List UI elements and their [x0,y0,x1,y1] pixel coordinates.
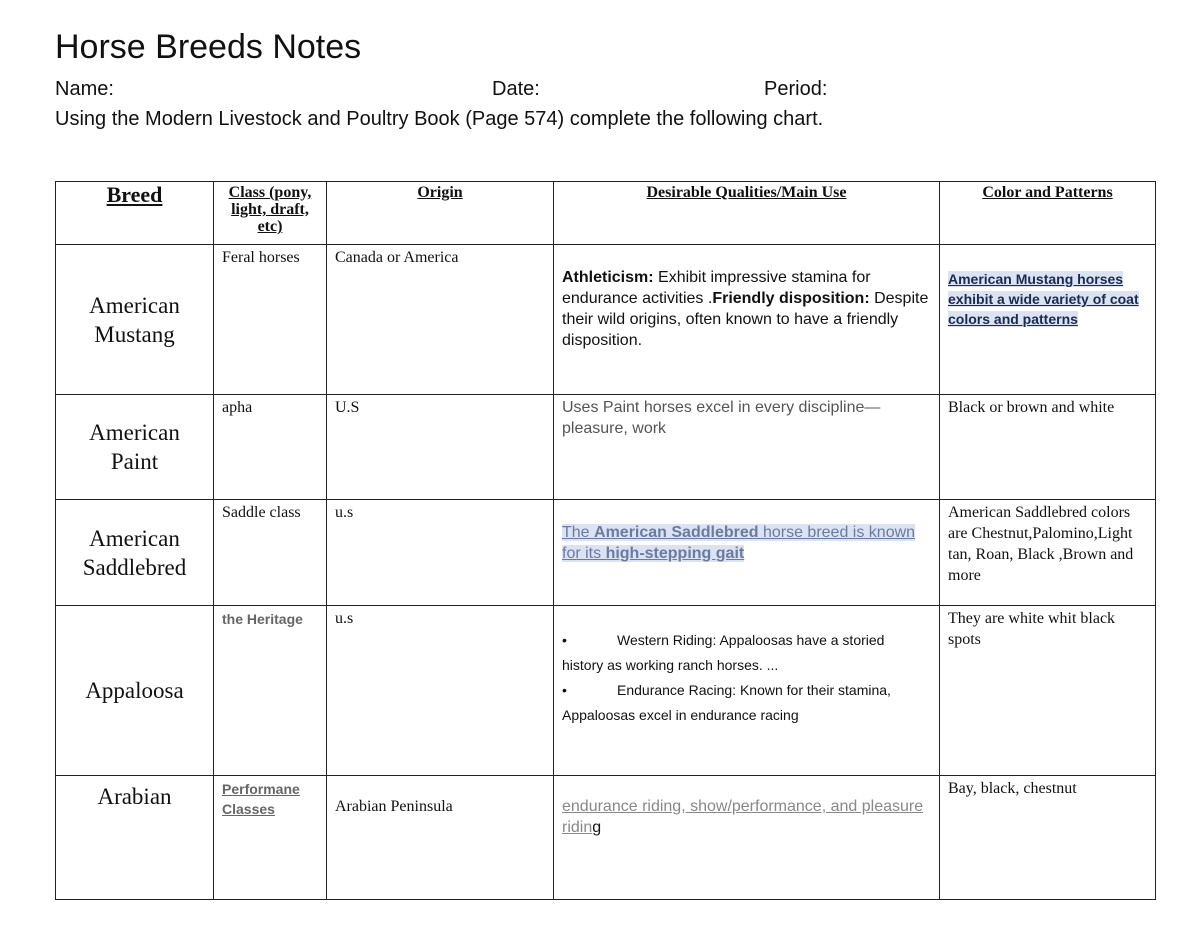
breed-name-line1: American [89,420,180,445]
qualities-cell [554,245,940,395]
col-header-qualities: Desirable Qualities/Main Use [554,182,940,245]
qualities-cell [554,606,940,776]
quality-term: Athleticism: [562,269,654,286]
class-cell: Saddle class [214,500,327,606]
qualities-link[interactable]: endurance riding, show/performance, and pleasure ridin [562,798,924,836]
breed-cell [56,606,214,776]
list-item [562,678,931,703]
qualities-cell [554,776,940,900]
table-row [56,500,1156,606]
breed-cell [56,245,214,395]
class-link[interactable]: Classes [222,801,275,817]
breed-name-line1: Arabian [97,784,172,809]
origin-cell: U.S [327,395,554,500]
breed-name-line2: Mustang [94,321,175,347]
colors-cell: They are white whit black spots [940,606,1156,776]
qualities-cell: Uses Paint horses excel in every discipline—pleasure, work [554,395,940,500]
quality-term: Friendly disposition: [712,290,870,307]
list-item-tail: history as working ranch horses. ... [562,657,779,673]
colors-link[interactable]: American Mustang horses exhibit a wide variety of coat colors and patterns [948,271,1139,327]
col-header-class [214,182,327,245]
table-row [56,395,1156,500]
col-header-class-line2: light, draft, [231,201,309,218]
class-cell: the Heritage [214,606,327,776]
table-row [56,606,1156,776]
breed-name-line2: Paint [110,449,159,474]
table-row [56,776,1156,900]
quality-text: g [592,819,602,836]
origin-cell: Arabian Peninsula [327,776,554,900]
colors-cell: American Saddlebred colors are Chestnut,Palomino,Light tan, Roan, Black ,Brown and more [940,500,1156,606]
breed-cell [56,776,214,900]
class-cell: Feral horses [214,245,327,395]
col-header-class-line1: Class (pony, [228,184,312,201]
bullet-icon: • [562,682,567,698]
colors-cell [940,245,1156,395]
breed-cell [56,500,214,606]
instructions: Using the Modern Livestock and Poultry Book (Page 574) complete the following chart. [55,108,824,130]
quality-term: high-stepping gait [605,545,745,562]
breed-name-line1: American [89,292,180,318]
qualities-cell [554,500,940,606]
list-item [562,628,931,653]
date-label: Date: [492,78,540,100]
list-item-tail: Appaloosas excel in endurance racing [562,707,799,723]
class-cell [214,776,327,900]
quality-text: The [562,524,595,541]
origin-cell: u.s [327,500,554,606]
qualities-link[interactable] [562,524,915,562]
list-item-head: Western Riding: Appaloosas have a storied [617,632,885,648]
period-label: Period: [764,78,828,100]
breed-name-line2: Saddlebred [82,554,187,580]
class-cell: apha [214,395,327,500]
col-header-breed: Breed [56,182,214,245]
quality-term: American Saddlebred [594,524,759,541]
origin-cell: u.s [327,606,554,776]
col-header-origin: Origin [327,182,554,245]
list-item-head: Endurance Racing: Known for their stamina, [617,682,891,698]
table-row [56,245,1156,395]
breed-name-line1: Appaloosa [85,678,184,703]
class-link[interactable]: Performane [222,781,300,797]
table-header-row [56,182,1156,245]
breeds-table [55,181,1156,900]
breed-name-line1: American [89,525,180,551]
colors-cell: Black or brown and white [940,395,1156,500]
colors-cell: Bay, black, chestnut [940,776,1156,900]
breed-cell [56,395,214,500]
col-header-colors: Color and Patterns [940,182,1156,245]
page-title: Horse Breeds Notes [55,28,362,66]
col-header-class-line3: etc) [257,218,283,235]
name-label: Name: [55,78,114,100]
quality-text: Exhibit impressive stamina for endurance activities . [562,269,871,307]
quality-text: Despite their wild origins, often known to have a friendly disposition. [562,290,929,349]
quality-text: horse breed is known for its [562,524,916,562]
bullet-icon: • [562,632,567,648]
origin-cell: Canada or America [327,245,554,395]
